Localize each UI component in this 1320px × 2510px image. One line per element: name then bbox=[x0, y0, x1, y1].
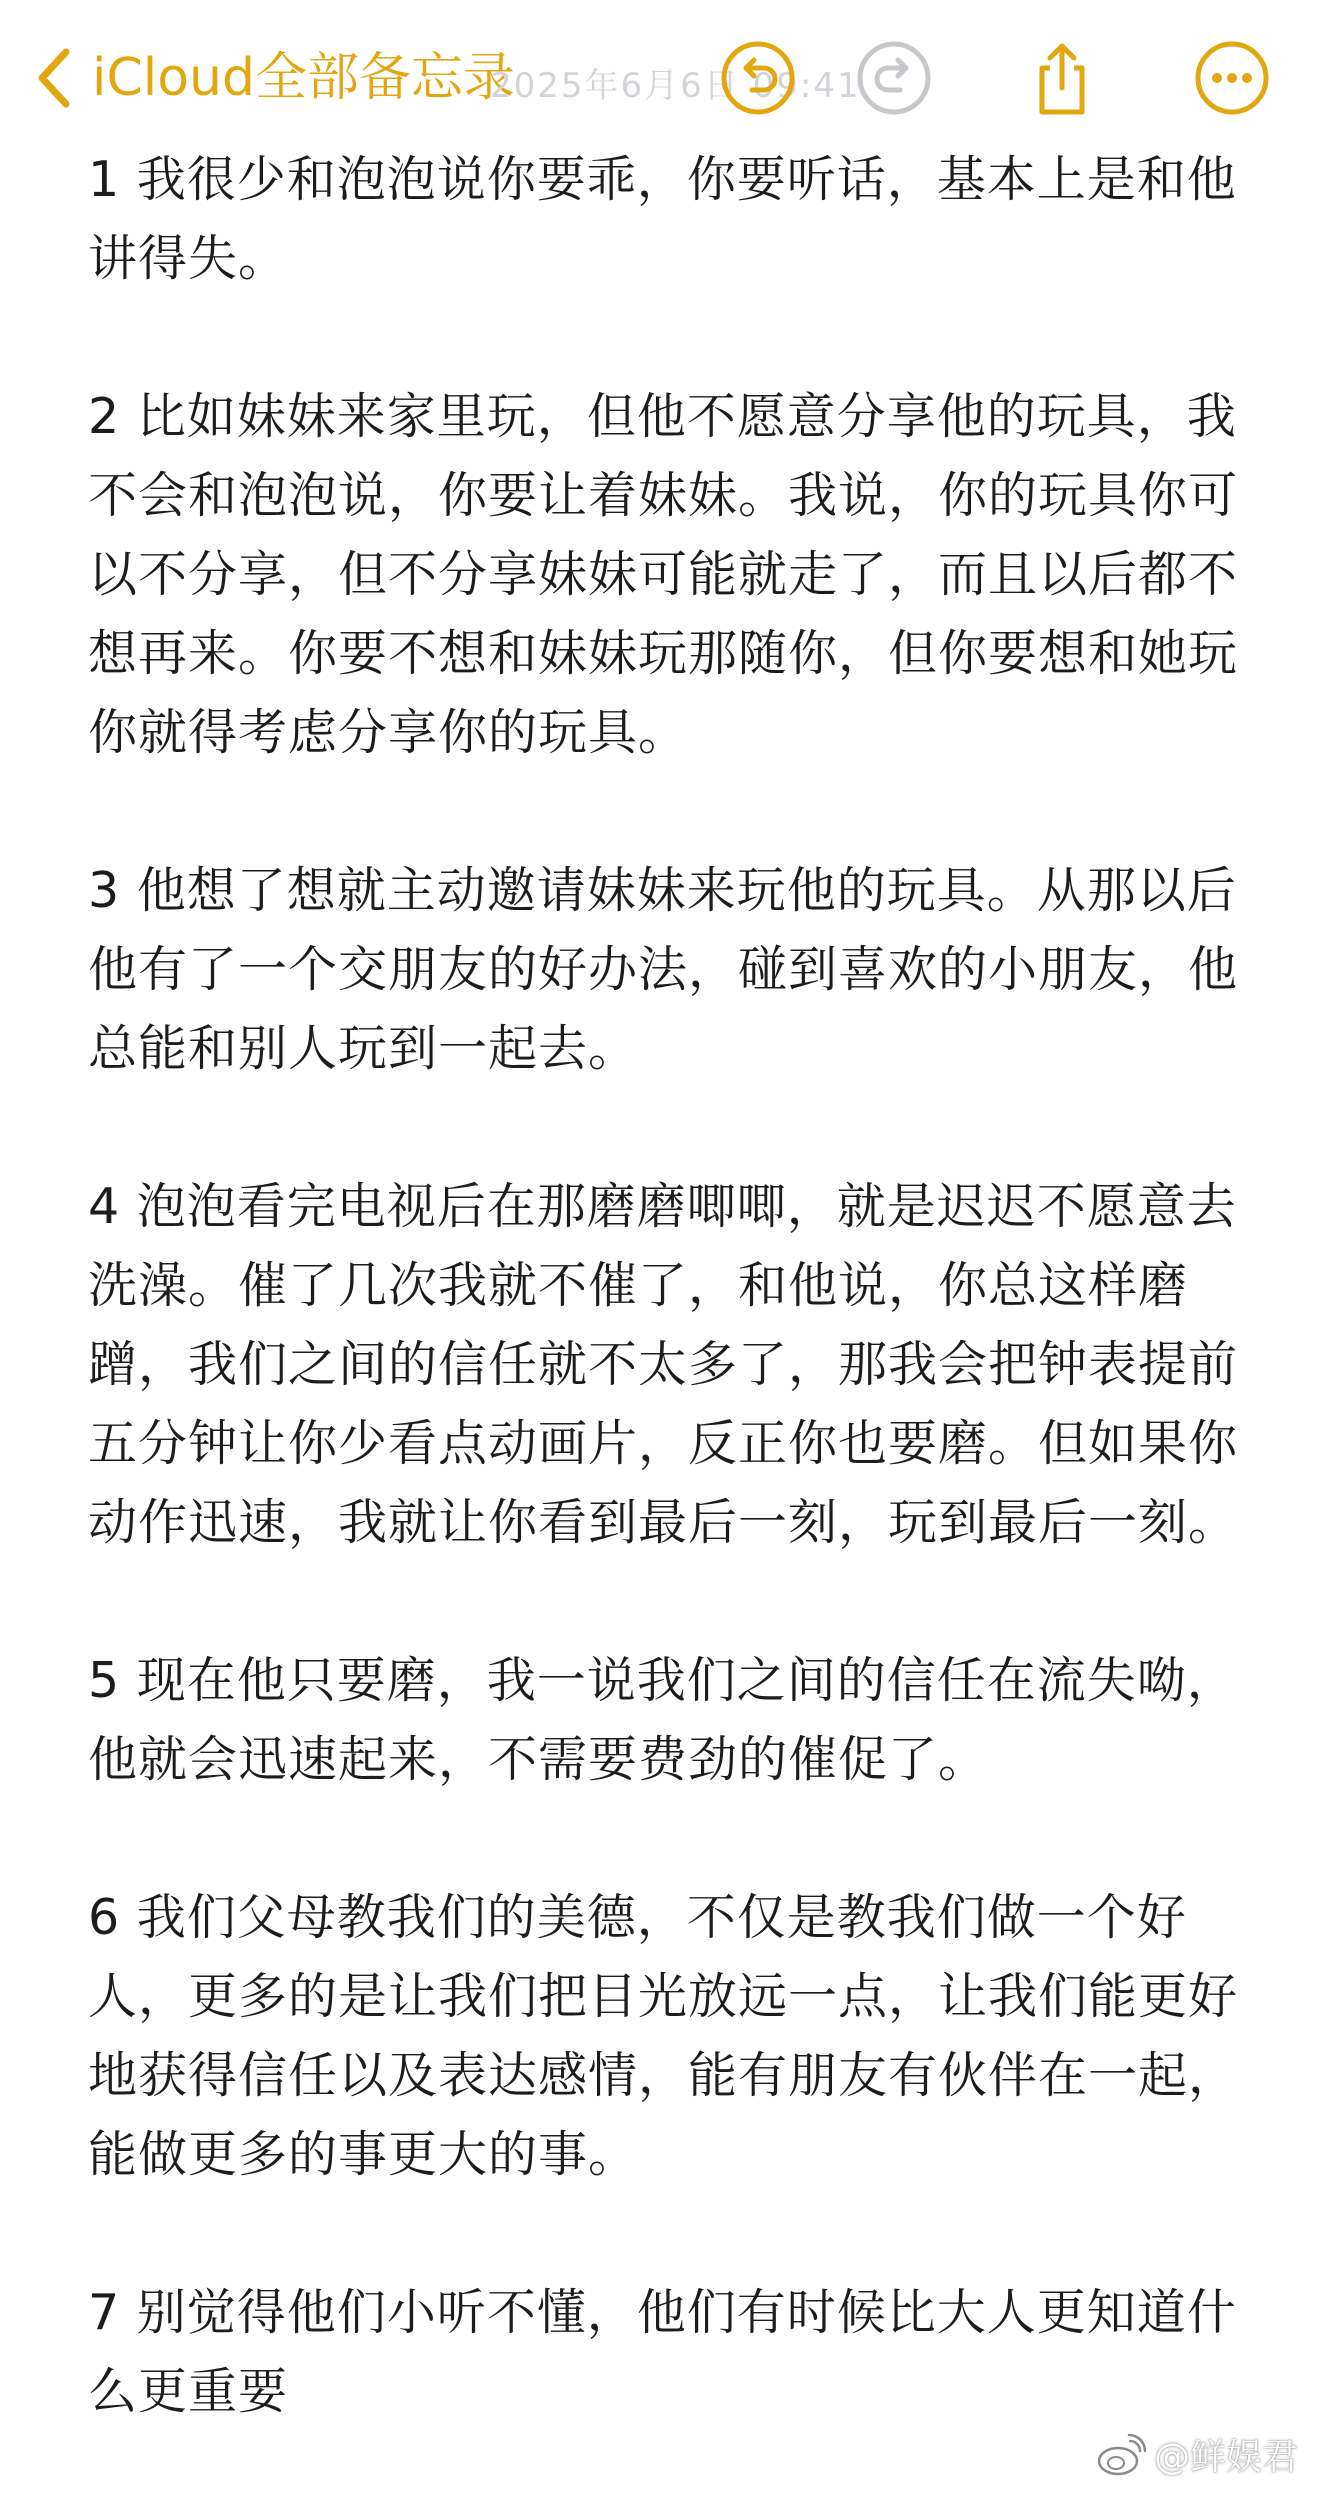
share-icon bbox=[1022, 38, 1102, 118]
more-button[interactable] bbox=[1192, 38, 1272, 118]
redo-button[interactable] bbox=[854, 38, 934, 118]
weibo-watermark bbox=[1096, 2429, 1298, 2480]
redo-icon bbox=[854, 38, 934, 118]
weibo-logo-icon bbox=[1096, 2433, 1146, 2477]
share-button[interactable] bbox=[1022, 38, 1102, 118]
note-date: 2025年6月6日 09:41 bbox=[490, 66, 861, 106]
note-paragraph-2: 2 比如妹妹来家里玩，但他不愿意分享他的玩具，我不会和泡泡说，你要让着妹妹。我说，你的玩具你可以不分享，但不分享妹妹可能就走了，而且以后都不想再来。你要不想和妹妹玩那随你，但你要想和她玩你就得考虑分享你的玩具。 bbox=[88, 388, 1239, 761]
note-body[interactable] bbox=[88, 140, 1238, 2510]
navigation-bar bbox=[0, 0, 1320, 150]
more-icon bbox=[1192, 38, 1272, 118]
note-paragraph-3: 3 他想了想就主动邀请妹妹来玩他的玩具。从那以后他有了一个交朋友的好办法，碰到喜欢的小朋友，他总能和别人玩到一起去。 bbox=[88, 862, 1239, 1077]
undo-icon bbox=[718, 38, 798, 118]
note-paragraph-7: 7 别觉得他们小听不懂，他们有时候比大人更知道什么更重要 bbox=[88, 2284, 1237, 2420]
undo-button[interactable] bbox=[718, 38, 798, 118]
back-button[interactable] bbox=[34, 38, 515, 118]
note-paragraph-1: 1 我很少和泡泡说你要乖，你要听话，基本上是和他讲得失。 bbox=[88, 151, 1237, 287]
chevron-left-icon bbox=[34, 46, 74, 110]
note-paragraph-5: 5 现在他只要磨，我一说我们之间的信任在流失呦，他就会迅速起来，不需要费劲的催促了。 bbox=[88, 1652, 1237, 1788]
watermark-text: @鲜娱君 bbox=[1153, 2437, 1298, 2478]
note-paragraph-4: 4 泡泡看完电视后在那磨磨唧唧，就是迟迟不愿意去洗澡。催了几次我就不催了，和他说，你总这样磨蹭，我们之间的信任就不太多了，那我会把钟表提前五分钟让你少看点动画片，反正你也要磨。但如果你动作迅速，我就让你看到最后一刻，玩到最后一刻。 bbox=[88, 1178, 1239, 1551]
note-paragraph-6: 6 我们父母教我们的美德，不仅是教我们做一个好人，更多的是让我们把目光放远一点，让我们能更好地获得信任以及表达感情，能有朋友有伙伴在一起，能做更多的事更大的事。 bbox=[88, 1889, 1239, 2183]
back-label: iCloud全部备忘录 bbox=[92, 48, 515, 108]
